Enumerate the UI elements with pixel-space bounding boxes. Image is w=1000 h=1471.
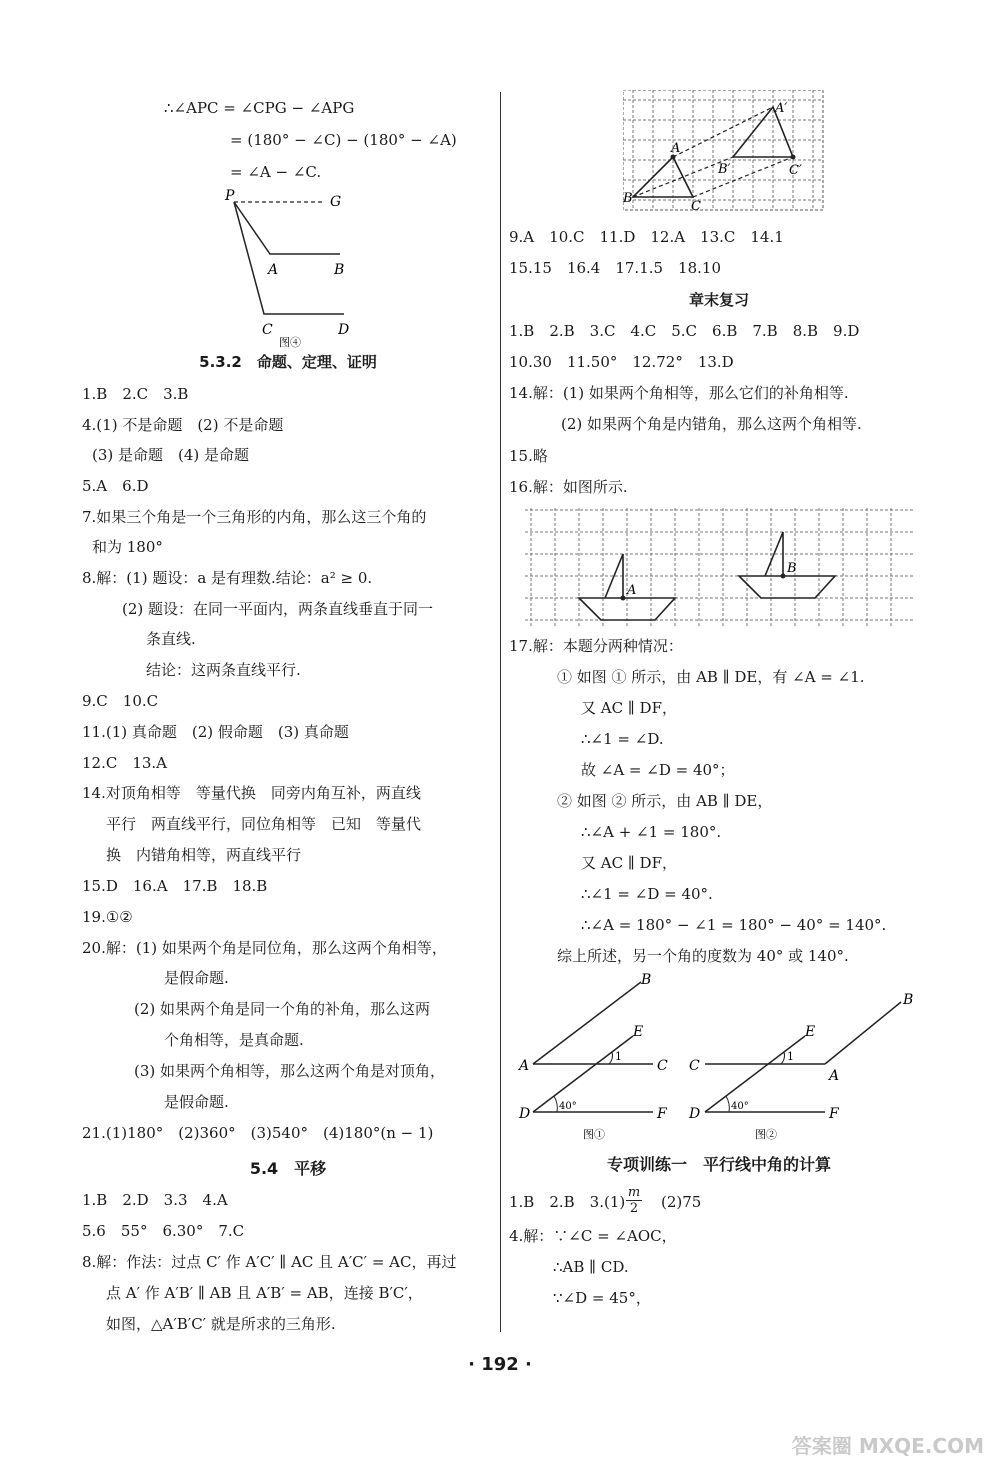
- answer-line: 14.对顶角相等 等量代换 同旁内角互补，两直线: [82, 784, 421, 802]
- page-number: · 192 ·: [468, 1354, 532, 1375]
- fig2-label: F: [829, 1106, 839, 1122]
- answer-line: 15.略: [509, 447, 548, 465]
- answer-line: 和为 180°: [92, 538, 163, 556]
- answer-line: (3) 如果两个角相等，那么这两个角是对顶角，: [134, 1062, 446, 1080]
- section-heading-special: 专项训练一 平行线中角的计算: [606, 1155, 831, 1174]
- answer-line: ∴AB ∥ CD.: [553, 1258, 629, 1276]
- answer-line: 5.A 6.D: [82, 477, 149, 495]
- answer-line: 又 AC ∥ DF，: [581, 699, 677, 717]
- fig1-caption: 图①: [583, 1128, 605, 1141]
- fig4-label: B: [334, 262, 345, 278]
- answer-line: 16.解：如图所示.: [509, 478, 628, 496]
- answer-line: 又 AC ∥ DF，: [581, 854, 677, 872]
- answer-line: 是假命题.: [164, 969, 229, 987]
- grid-label: A′: [775, 101, 788, 116]
- fig2-label: E: [805, 1024, 816, 1040]
- answer-line: 是假命题.: [164, 1093, 229, 1111]
- proof-line: ∴∠APC = ∠CPG − ∠APG: [164, 99, 355, 117]
- grid-label: B: [623, 191, 633, 206]
- answer-text: 1.B 2.B 3.(1): [509, 1193, 626, 1211]
- answer-line: ② 如图 ② 所示，由 AB ∥ DE，: [557, 792, 773, 810]
- answer-line: ∴∠1 = ∠D.: [581, 730, 664, 748]
- fig4-label: C: [262, 322, 273, 338]
- answer-line: 1.B 2.C 3.B: [82, 385, 189, 403]
- answer-line: 点 A′ 作 A′B′ ∥ AB 且 A′B′ = AB，连接 B′C′，: [106, 1284, 423, 1302]
- grid-label: C′: [789, 163, 802, 178]
- fig2-label: A: [829, 1068, 840, 1084]
- answer-line: ∵∠D = 45°，: [553, 1289, 651, 1307]
- fig4-label: P: [225, 188, 235, 204]
- fig2-label: C: [689, 1058, 700, 1074]
- answer-line: 个角相等，是真命题.: [164, 1031, 304, 1049]
- answer-line: 8.解：(1) 题设：a 是有理数.结论：a² ≥ 0.: [82, 569, 373, 587]
- fig2-caption: 图②: [755, 1128, 777, 1141]
- fig4-label: G: [330, 194, 342, 210]
- answer-line: 1.B 2.B 3.C 4.C 5.C 6.B 7.B 8.B 9.D: [509, 322, 860, 340]
- fig2-label: B: [903, 992, 914, 1008]
- fig4-label: A: [268, 262, 279, 278]
- fig1-label: C: [657, 1058, 668, 1074]
- column-divider: [500, 92, 501, 1332]
- answer-line: ∴∠A = 180° − ∠1 = 180° − 40° = 140°.: [581, 916, 887, 934]
- boat-label: A: [627, 583, 637, 598]
- answer-line: 19.①②: [82, 908, 133, 926]
- answer-line: 8.解：作法：过点 C′ 作 A′C′ ∥ AC 且 A′C′ = AC，再过: [82, 1253, 457, 1271]
- answer-line: 7.如果三个角是一个三角形的内角，那么这三个角的: [82, 508, 427, 526]
- answer-line: ① 如图 ① 所示，由 AB ∥ DE，有 ∠A = ∠1.: [557, 668, 865, 686]
- answer-line: 综上所述，另一个角的度数为 40° 或 140°.: [557, 947, 849, 965]
- fig4-caption: 图④: [279, 336, 301, 348]
- answer-line: 结论：这两条直线平行.: [146, 661, 301, 679]
- section-heading-5-3-2: 5.3.2 命题、定理、证明: [199, 353, 377, 371]
- answer-line: 条直线.: [146, 630, 196, 648]
- boat-label: B: [787, 561, 797, 576]
- section-heading-5-4: 5.4 平移: [249, 1159, 327, 1178]
- answer-line: 9.C 10.C: [82, 692, 159, 710]
- answer-line: 平行 两直线平行，同位角相等 已知 等量代: [106, 815, 422, 833]
- fig1-label: F: [657, 1106, 667, 1122]
- answer-line: 如图，△A′B′C′ 就是所求的三角形.: [106, 1315, 336, 1333]
- fig1-label: 1: [615, 1050, 622, 1063]
- answer-line: (2) 如果两个角是同一个角的补角，那么这两: [134, 1000, 431, 1018]
- answer-line: 10.30 11.50° 12.72° 13.D: [509, 353, 734, 371]
- answer-line: 4.(1) 不是命题 (2) 不是命题: [82, 416, 284, 434]
- watermark: [792, 1430, 984, 1459]
- fig2-label: 1: [787, 1050, 794, 1063]
- answer-line: ∴∠1 = ∠D = 40°.: [581, 885, 713, 903]
- grid-label: B′: [718, 162, 731, 177]
- answer-line: 15.D 16.A 17.B 18.B: [82, 877, 268, 895]
- answer-line: 9.A 10.C 11.D 12.A 13.C 14.1: [509, 228, 784, 246]
- fig1-label: D: [519, 1106, 531, 1122]
- boat-grid-figure: [525, 508, 917, 632]
- fraction-denominator: 2: [629, 1201, 639, 1216]
- answer-line: 11.(1) 真命题 (2) 假命题 (3) 真命题: [82, 723, 349, 741]
- fig2-label: 40°: [731, 1101, 749, 1112]
- answer-line: ∴∠A + ∠1 = 180°.: [581, 823, 722, 841]
- figure-1: [513, 972, 683, 1144]
- answer-line: (3) 是命题 (4) 是命题: [92, 446, 250, 464]
- answer-line: 故 ∠A = ∠D = 40°；: [581, 761, 735, 779]
- answer-text: (2)75: [661, 1193, 702, 1211]
- answer-line: 15.15 16.4 17.1.5 18.10: [509, 259, 721, 277]
- answer-line: 14.解：(1) 如果两个角相等，那么它们的补角相等.: [509, 384, 849, 402]
- figure-4: [222, 188, 362, 348]
- answer-line: 12.C 13.A: [82, 754, 168, 772]
- fig1-label: 40°: [559, 1101, 577, 1112]
- fig1-label: A: [519, 1058, 530, 1074]
- fraction-numerator: m: [627, 1185, 641, 1200]
- answer-line: 17.解：本题分两种情况：: [509, 637, 683, 655]
- answer-line: (2) 题设：在同一平面内，两条直线垂直于同一: [122, 600, 434, 618]
- grid-label: C: [691, 199, 701, 214]
- fig1-label: B: [641, 972, 652, 988]
- watermark-text: 答案圈 MXQE.COM: [791, 1434, 984, 1458]
- fig4-label: D: [338, 322, 350, 338]
- answer-line: 换 内错角相等，两直线平行: [106, 846, 302, 864]
- figure-2: [685, 972, 915, 1144]
- proof-line: = (180° − ∠C) − (180° − ∠A): [230, 131, 457, 149]
- answer-line: 5.6 55° 6.30° 7.C: [82, 1222, 245, 1240]
- section-heading-review: 章末复习: [688, 291, 749, 309]
- answer-line: 4.解：∵∠C = ∠AOC，: [509, 1227, 677, 1245]
- grid-label: A: [671, 141, 681, 156]
- answer-line: 1.B 2.D 3.3 4.A: [82, 1191, 228, 1209]
- answer-line: (2) 如果两个角是内错角，那么这两个角相等.: [561, 415, 862, 433]
- fig1-label: E: [633, 1024, 644, 1040]
- answer-line: 20.解：(1) 如果两个角是同位角，那么这两个角相等，: [82, 939, 447, 957]
- proof-line: = ∠A − ∠C.: [230, 163, 322, 181]
- translation-grid-figure: [623, 90, 833, 220]
- fig2-label: D: [689, 1106, 701, 1122]
- answer-line: 21.(1)180° (2)360° (3)540° (4)180°(n − 1): [82, 1124, 434, 1142]
